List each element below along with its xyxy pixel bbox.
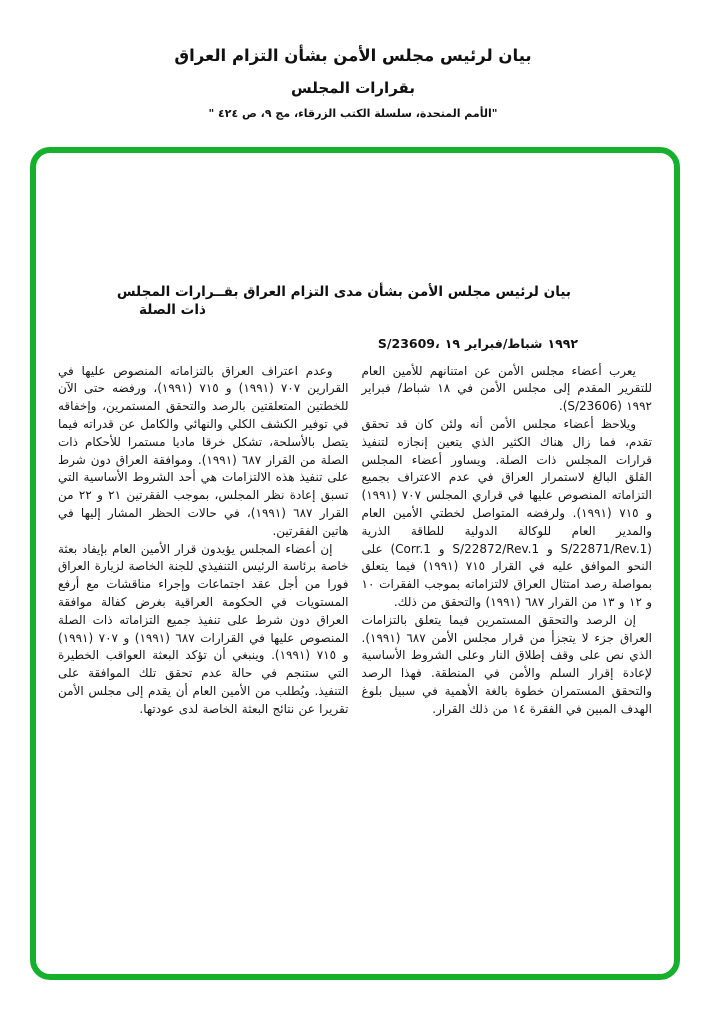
source-note: "الأمم المتحدة، سلسلة الكتب الزرقاء، مج ٩، ص ٤٢٤ " [208,106,498,120]
page-header [0,0,706,120]
paragraph-4: وعدم اعتراف العراق بالتزاماته المنصوص عليها في القرارين ٧٠٧ (١٩٩١) و ٧١٥ (١٩٩١)، ورفضه حتى الآن للخطتين المتعلقتين بالرصد والتحقق المستمرين، وإخفاقه في توفير الكشف الكلي والنهائي والكامل عن قدراته فيما يتصل بالأسلحة، تشكل خرقا ماديا مستمرا للأحكام ذات الصلة من القرار ٦٨٧ (١٩٩١). وموافقة العراق دون شرط على تنفيذ هذه الالتزامات هي أحد الشروط الأساسية التي تسبق إعادة نظر المجلس، بموجب الفقرتين ٢١ و ٢٢ من القرار ٦٨٧ (١٩٩١)، في حالات الحظر المشار إليها في هاتين الفقرتين. [58,363,349,538]
document-frame [30,147,680,980]
paragraph-1: يعرب أعضاء مجلس الأمن عن امتنانهم للأمين العام للتقرير المقدم إلى مجلس الأمن في ١٨ شباط/ فبراير ١٩٩٢ (S/23606). [361,363,652,414]
document-title-line2: ذات الصلة [139,302,206,319]
document-date-day: ١٩ [444,335,460,351]
paragraph-2: ويلاحظ أعضاء مجلس الأمن أنه ولئن كان قد تحقق تقدم، فما زال هناك الكثير الذي يتعين إنجازه لتنفيذ قرارات المجلس ذات الصلة. ويساور أعضاء المجلس القلق البالغ لاستمرار العراق في عدم الاعتراف بجميع التزاماته المنصوص عليها في قراري المجلس ٧٠٧ (١٩٩١) و ٧١٥ (١٩٩١). ولرفضه المتواصل لخطتي الأمين العام والمدير العام للوكالة الدولية للطاقة الذرية (S/22871/Rev.1 و S/22872/Rev.1 و Corr.1) على النحو الموافق عليه في القرار ٧١٥ (١٩٩١) فيما يتعلق بمواصلة رصد امتثال العراق لالتزاماته بموجب الفقرات ١٠ و ١٢ و ١٣ من القرار ٦٨٧ (١٩٩١) والتحقق من ذلك. [361,417,653,610]
paragraph-5: إن أعضاء المجلس يؤيدون قرار الأمين العام بإيفاد بعثة خاصة برئاسة الرئيس التنفيذي للجنة الخاصة لزيارة العراق فورا من أجل عقد اجتماعات وإجراء مناقشات مع أرفع المستويات في الحكومة العراقية بغرض كفالة موافقة العراق دون شرط على تنفيذ جميع التزاماته ذات الصلة المنصوص عليها في القرارات ٦٨٧ (١٩٩١) و ٧٠٧ (١٩٩١) و ٧١٥ (١٩٩١). وينبغي أن تؤكد البعثة العواقب الخطيرة التي ستنجم في حالة عدم تحقق تلك الموافقة على التنفيذ. ويُطلب من الأمين العام أن يقدم إلى مجلس الأمن تقريرا عن نتائج البعثة الخاصة لدى عودتها. [58,541,349,716]
document-title-line1: بيان لرئيس مجلس الأمن بشأن مدى التزام العراق بقــرارات المجلس [116,284,571,300]
column-left [58,363,349,719]
document-title [116,283,571,320]
page-title-line2: بقرارات المجلس [291,78,415,97]
two-column-body [36,363,674,719]
document-symbol: S/23609، [377,335,440,351]
column-right [362,363,653,719]
document-date-month: شباط/فبراير [465,335,543,351]
document-date-year: ١٩٩٢ [547,335,578,351]
page-title-line1: بيان لرئيس مجلس الأمن بشأن التزام العراق [174,46,532,65]
paragraph-3: إن الرصد والتحقق المستمرين فيما يتعلق بالتزامات العراق جزء لا يتجزأ من قرار مجلس الأمن ٦٨٧ (١٩٩١). الذي نص على وقف إطلاق النار وعلى الشروط الأساسية لإعادة إقرار السلم والأمن في المنطقة. فهذا الرصد والتحقق المستمران خطوة بالغة الأهمية في سبيل بلوغ الهدف المبين في الفقرة ١٤ من ذلك القرار. [361,612,653,716]
document-symbol-date-line [36,336,674,351]
